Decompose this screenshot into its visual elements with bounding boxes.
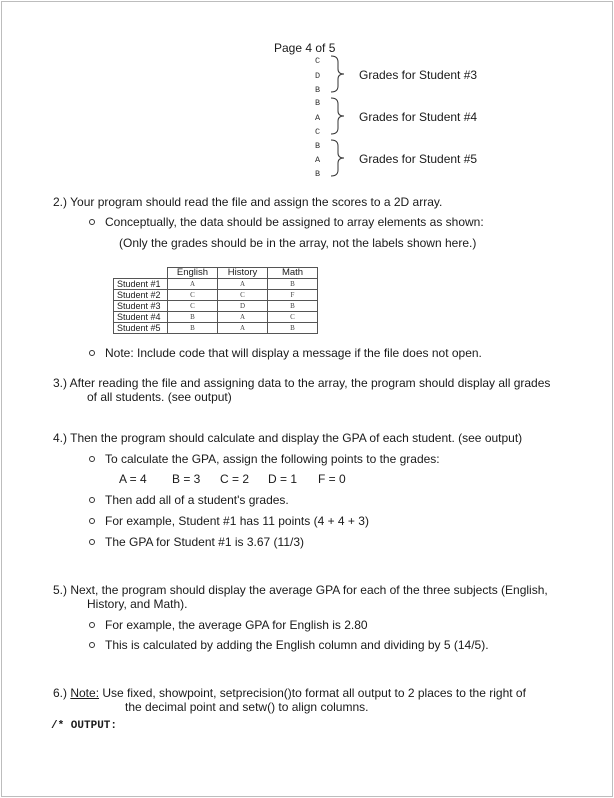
grade-point: B = 3: [172, 472, 201, 486]
grade-letter: B: [315, 141, 321, 151]
grade-point: C = 2: [220, 472, 250, 486]
row-label: Student #2: [114, 290, 168, 301]
bullet-icon: [89, 518, 95, 524]
page-number: Page 4 of 5: [274, 41, 336, 55]
brace-icon: [328, 54, 348, 94]
item-5-line-1: 5.) Next, the program should display the average GPA for each of the three subjects (English,: [53, 583, 548, 597]
item-5-bullet-1: For example, the average GPA for English is 2.80: [105, 618, 368, 632]
row-label: Student #1: [114, 279, 168, 290]
table-corner: [114, 268, 168, 279]
grade-cell: C: [218, 290, 268, 301]
bullet-icon: [89, 350, 95, 356]
grade-cell: B: [268, 301, 318, 312]
grade-point: A = 4: [119, 472, 147, 486]
grade-cell: B: [168, 323, 218, 334]
table-row: [114, 290, 318, 301]
grade-cell: F: [268, 290, 318, 301]
item-3-line-2: of all students. (see output): [87, 390, 232, 404]
row-label: Student #4: [114, 312, 168, 323]
table-row: [114, 301, 318, 312]
item-6-line-2: the decimal point and setw() to align columns.: [125, 700, 369, 714]
item-2-bullet-2: Note: Include code that will display a message if the file does not open.: [105, 346, 482, 360]
item-4-bullet-1: To calculate the GPA, assign the following points to the grades:: [105, 452, 440, 466]
grade-array-table: [113, 267, 318, 334]
item-2-text: 2.) Your program should read the file and assign the scores to a 2D array.: [53, 195, 443, 209]
bullet-icon: [89, 497, 95, 503]
grade-cell: A: [218, 312, 268, 323]
item-4-text: 4.) Then the program should calculate and display the GPA of each student. (see output): [53, 431, 523, 445]
grade-cell: C: [168, 290, 218, 301]
grade-cell: C: [168, 301, 218, 312]
grade-cell: D: [218, 301, 268, 312]
brace-icon: [328, 96, 348, 136]
item-3-line-1: 3.) After reading the file and assigning data to the array, the program should display all grades: [53, 376, 551, 390]
item-4-bullet-3: For example, Student #1 has 11 points (4 + 4 + 3): [105, 514, 369, 528]
grade-letter: C: [315, 56, 321, 66]
grade-letter: D: [315, 71, 321, 81]
bullet-icon: [89, 642, 95, 648]
item-6-text: Use fixed, showpoint, setprecision()to format all output to 2 places to the right of: [99, 686, 526, 700]
grade-cell: C: [268, 312, 318, 323]
grade-letter: A: [315, 155, 321, 165]
item-2-paren-note: (Only the grades should be in the array, not the labels shown here.): [119, 236, 477, 250]
bullet-icon: [89, 219, 95, 225]
grade-point: D = 1: [268, 472, 298, 486]
item-5-bullet-2: This is calculated by adding the English column and dividing by 5 (14/5).: [105, 638, 489, 652]
grade-letter: A: [315, 113, 321, 123]
table-row: [114, 312, 318, 323]
grade-cell: A: [218, 323, 268, 334]
grade-letter: C: [315, 127, 321, 137]
grade-letter: B: [315, 85, 321, 95]
row-label: Student #3: [114, 301, 168, 312]
grade-cell: A: [218, 279, 268, 290]
bullet-icon: [89, 622, 95, 628]
row-label: Student #5: [114, 323, 168, 334]
grade-cell: B: [168, 312, 218, 323]
table-header: History: [218, 268, 268, 279]
output-label: /* OUTPUT:: [51, 720, 118, 732]
table-header: English: [168, 268, 218, 279]
item-4-bullet-4: The GPA for Student #1 is 3.67 (11/3): [105, 535, 305, 549]
brace-icon: [328, 138, 348, 178]
brace-label: Grades for Student #3: [359, 68, 478, 82]
grade-cell: B: [268, 279, 318, 290]
brace-label: Grades for Student #5: [359, 152, 478, 166]
table-header: Math: [268, 268, 318, 279]
bullet-icon: [89, 456, 95, 462]
table-row: [114, 323, 318, 334]
grade-point: F = 0: [318, 472, 346, 486]
item-5-line-2: History, and Math).: [87, 597, 188, 611]
grade-cell: B: [268, 323, 318, 334]
table-header-row: [114, 268, 318, 279]
item-6-note-label: Note:: [70, 686, 100, 700]
grade-letter: B: [315, 98, 321, 108]
table-row: [114, 279, 318, 290]
item-6-prefix: 6.): [53, 686, 71, 700]
grade-cell: A: [168, 279, 218, 290]
brace-label: Grades for Student #4: [359, 110, 478, 124]
bullet-icon: [89, 539, 95, 545]
grade-letter: B: [315, 169, 321, 179]
item-4-bullet-2: Then add all of a student's grades.: [105, 493, 289, 507]
item-6-line-1: [53, 686, 526, 700]
item-2-bullet-1: Conceptually, the data should be assigned to array elements as shown:: [105, 215, 484, 229]
